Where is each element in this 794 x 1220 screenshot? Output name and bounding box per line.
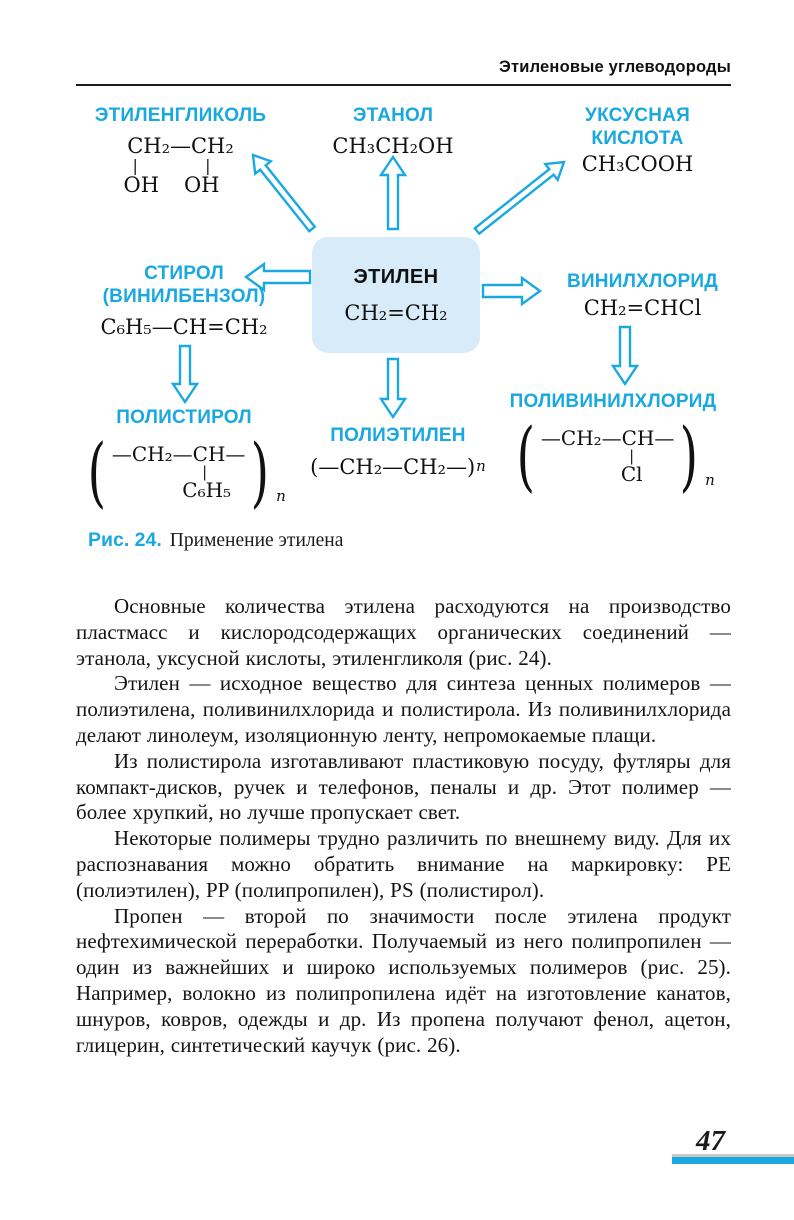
arrow-to-ethanol	[381, 157, 405, 229]
page-footer	[672, 1126, 794, 1164]
chapter-title: Этиленовые углеводороды	[499, 58, 731, 76]
styrene-title-line1: СТИРОЛ	[144, 263, 224, 284]
polystyrene-bond: |	[202, 462, 208, 481]
polystyrene-chain: —CH₂—CH—	[111, 441, 246, 466]
polystyrene-title: ПОЛИСТИРОЛ	[116, 407, 252, 428]
acetic-acid-title	[545, 104, 730, 150]
ethylene-glycol-formula	[78, 134, 283, 197]
acetic-acid-title-line2: КИСЛОТА	[591, 128, 684, 149]
glycol-oh-groups	[123, 173, 219, 197]
polyethylene-subscript-n: n	[476, 457, 486, 475]
pvc-title: ПОЛИВИНИЛХЛОРИД	[509, 391, 717, 412]
node-vinyl-chloride	[540, 270, 745, 320]
glycol-bonds	[132, 158, 210, 173]
node-polystyrene	[78, 406, 290, 516]
pvc-subscript-n: n	[705, 471, 715, 489]
paragraph-1: Основные количества этилена расходуются на производство пластмасс и кислородсодержащих органических соединений — этанола, уксусной кислоты, этиленгликоля (рис. 24).	[76, 594, 731, 670]
pvc-side-group: Cl	[620, 461, 643, 486]
vinyl-chloride-formula: CH₂=CHCl	[583, 296, 702, 320]
page-header	[76, 0, 731, 86]
pvc-formula	[488, 411, 738, 500]
glycol-bond-right: |	[205, 156, 211, 175]
pvc-bond: |	[629, 446, 635, 465]
glycol-oh-right: OH	[183, 173, 220, 197]
figure-caption-label: Рис. 24.	[88, 529, 162, 551]
paren-open: (	[87, 427, 107, 516]
node-ethylene-box	[312, 237, 480, 353]
paragraph-5: Пропен — второй по значимости после этилена продукт нефтехимической переработки. Получаемый из него полипропилен — один из важнейших и широко используемых полимеров (рис. 25). Например, волокно из полипропилена идёт на изготовление канатов, шнуров, ковров, одежды и др. Из пропена получают фенол, ацетон, глицерин, синтетический каучук (рис. 26).	[76, 903, 731, 1057]
footer-accent-bar	[672, 1157, 794, 1164]
node-acetic-acid	[545, 104, 730, 176]
polyethylene-chain: (—CH₂—CH₂—)	[310, 455, 476, 479]
node-pvc	[488, 390, 738, 500]
body-text	[76, 594, 731, 1058]
node-ethylene-glycol	[78, 104, 283, 197]
paragraph-4: Некоторые полимеры трудно различить по внешнему виду. Для их распознавания можно обратить внимание на маркировку: PE (полиэтилен), PP (полипропилен), PS (полистирол).	[76, 826, 731, 902]
ethylene-title: ЭТИЛЕН	[353, 265, 439, 288]
arrow-to-polyethylene	[381, 359, 405, 417]
paragraph-2: Этилен — исходное вещество для синтеза ценных полимеров — полиэтилена, поливинилхлорида и полистирола. Из поливинилхлорида делают линолеум, изоляционную ленту, непромокаемые плащи.	[76, 671, 731, 747]
vinyl-chloride-title: ВИНИЛХЛОРИД	[567, 271, 718, 292]
arrow-to-vinyl-chloride	[483, 278, 540, 304]
glycol-oh-left: OH	[123, 173, 160, 197]
polystyrene-side-group: C₆H₅	[182, 477, 232, 502]
paren-close: )	[680, 411, 699, 500]
styrene-title	[78, 262, 290, 308]
ethanol-formula: CH₃CH₂OH	[332, 134, 454, 158]
styrene-title-line2: (ВИНИЛБЕНЗОЛ)	[102, 286, 266, 307]
ethylene-glycol-title: ЭТИЛЕНГЛИКОЛЬ	[94, 105, 267, 126]
figure-24-diagram	[0, 98, 794, 516]
paren-close: )	[251, 427, 270, 516]
styrene-formula: C₆H₅—CH=CH₂	[100, 315, 268, 339]
polystyrene-formula	[78, 427, 290, 516]
ethylene-formula: CH₂=CH₂	[344, 300, 448, 325]
node-ethanol	[318, 104, 468, 158]
ethanol-title: ЭТАНОЛ	[352, 105, 434, 126]
paren-open: (	[516, 411, 536, 500]
figure-caption	[88, 529, 731, 552]
header-rule	[76, 84, 731, 86]
acetic-acid-formula: CH₃COOH	[581, 152, 694, 176]
polyethylene-formula	[308, 454, 488, 479]
paragraph-3: Из полистирола изготавливают пластиковую посуду, футляры для компакт-дисков, ручек и телефонов, пеналы и др. Этот полимер — более хрупкий, но лучше пропускает свет.	[76, 748, 731, 825]
glycol-bond-left: |	[132, 156, 138, 175]
arrow-to-polystyrene	[173, 346, 197, 402]
page-number: 47	[696, 1125, 725, 1157]
node-styrene	[78, 262, 290, 339]
figure-caption-text: Применение этилена	[169, 530, 344, 551]
pvc-chain: —CH₂—CH—	[540, 425, 675, 450]
arrow-to-pvc	[613, 327, 637, 384]
polystyrene-subscript-n: n	[276, 487, 286, 505]
glycol-chain: CH₂—CH₂	[127, 134, 234, 158]
acetic-acid-title-line1: УКСУСНАЯ	[585, 105, 690, 126]
node-polyethylene	[308, 424, 488, 479]
polyethylene-title: ПОЛИЭТИЛЕН	[330, 425, 466, 446]
